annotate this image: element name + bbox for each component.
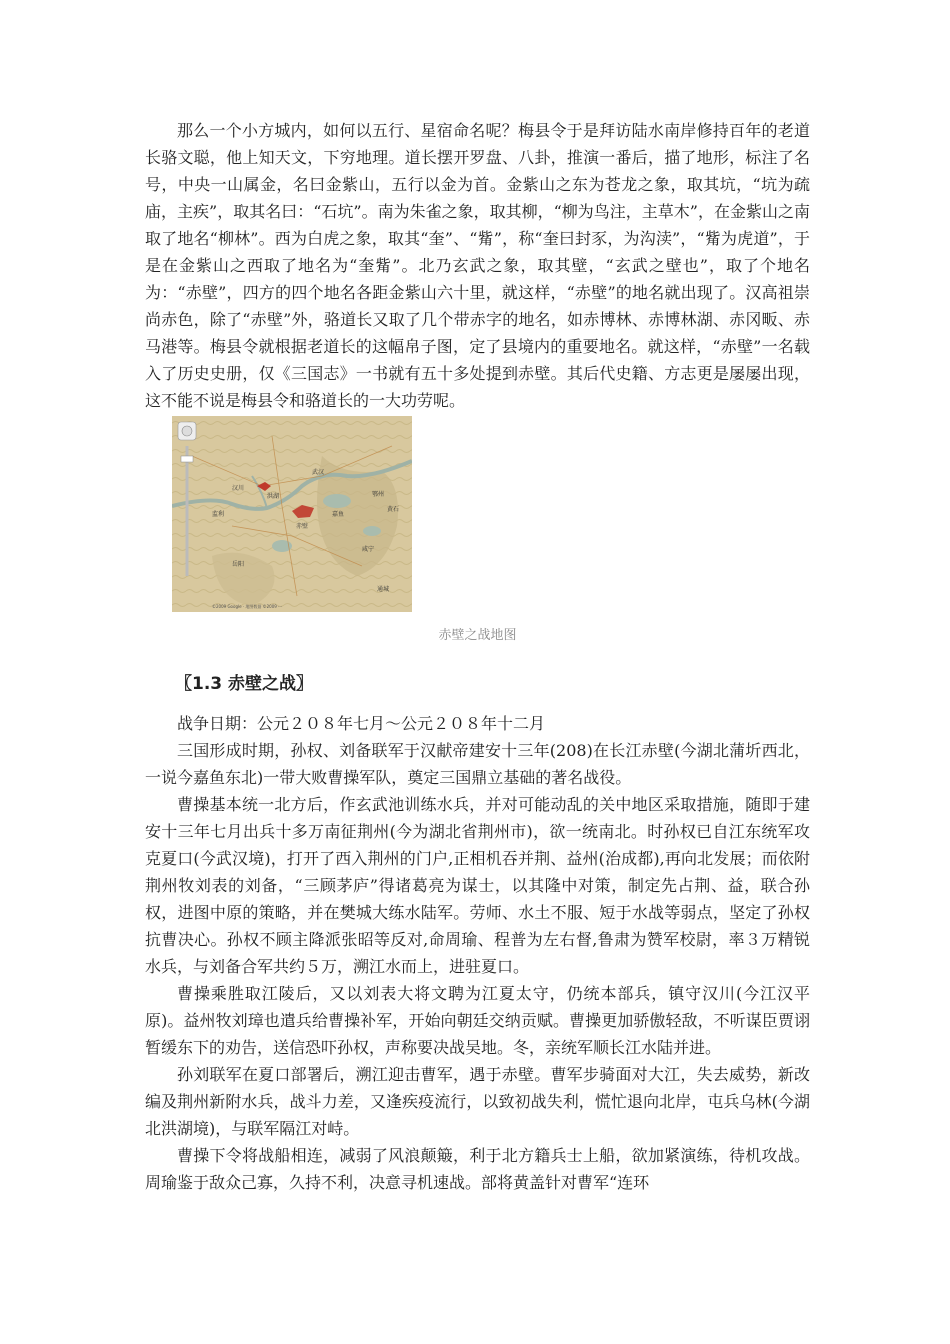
section-heading: 〖1.3 赤壁之战〗 [175, 674, 314, 694]
paragraph: 曹操基本统一北方后，作玄武池训练水兵，并对可能动乱的关中地区采取措施，随即于建安十三年七月出兵十多万南征荆州(今为湖北省荆州市)，欲一统南北。时孙权已自江东统军攻克夏口(今武汉境)，打开了西入荆州的门户,正相机吞并荆、益州(治成都),再向北发展；而依附荆州牧刘表的刘备，“三顾茅庐”得诸葛亮为谋士，以其隆中对策，制定先占荆、益，联合孙权，进图中原的策略，并在樊城大练水陆军。劳师、水土不服、短于水战等弱点，坚定了孙权抗曹决心。孙权不顾主降派张昭等反对,命周瑜、程普为左右督,鲁肃为赞军校尉，率３万精锐水兵，与刘备合军共约５万，溯江水而上，进驻夏口。 [145, 795, 810, 976]
map-image [172, 416, 412, 612]
paragraph: 孙刘联军在夏口部署后，溯江迎击曹军，遇于赤壁。曹军步骑面对大江，失去威势，新改编及荆州新附水兵，战斗力差，又逢疾疫流行，以致初战失利，慌忙退向北岸，屯兵乌林(今湖北洪湖境)，与联军隔江对峙。 [145, 1065, 810, 1138]
document-page [145, 117, 810, 1196]
map-attribution: ©2009 Google · 地图数据 ©2009 ··· [212, 604, 282, 609]
place-label: 洪湖 [267, 493, 280, 500]
place-label: 黄石 [387, 506, 400, 513]
paragraph: 曹操下令将战船相连，减弱了风浪颠簸，利于北方籍兵士上船，欲加紧演练，待机攻战。周瑜鉴于敌众己寡，久持不利，决意寻机速战。部将黄盖针对曹军“连环 [145, 1146, 810, 1192]
place-label: 咸宁 [362, 546, 375, 553]
lake [363, 526, 381, 536]
place-label: 鄂州 [372, 491, 385, 498]
place-label: 监利 [212, 511, 225, 518]
place-label: 岳阳 [232, 561, 245, 568]
paragraph: 三国形成时期，孙权、刘备联军于汉献帝建安十三年(208)在长江赤壁(今湖北蒲圻西北，一说今嘉鱼东北)一带大败曹操军队，奠定三国鼎立基础的著名战役。 [145, 741, 810, 787]
place-label: 武汉 [312, 469, 325, 476]
paragraph: 战争日期：公元２０８年七月～公元２０８年十二月 [177, 714, 546, 733]
place-label: 嘉鱼 [332, 511, 345, 518]
place-label: 通城 [377, 586, 390, 593]
paragraph: 那么一个小方城内，如何以五行、星宿命名呢？梅县令于是拜访陆水南岸修持百年的老道长骆文聪，他上知天文，下穷地理。道长摆开罗盘、八卦，推演一番后，描了地形，标注了名号，中央一山属金，名曰金紫山，五行以金为首。金紫山之东为苍龙之象，取其坑，“坑为疏庙，主疾”，取其名曰：“石坑”。南为朱雀之象，取其柳，“柳为鸟注，主草木”，在金紫山之南取了地名“柳林”。西为白虎之象，取其“奎”、“觜”，称“奎曰封豕，为沟渎”，“觜为虎道”，于是在金紫山之西取了地名为“奎觜”。北乃玄武之象，取其壁，“玄武之壁也”，取了个地名为：“赤壁”，四方的四个地名各距金紫山六十里，就这样，“赤壁”的地名就出现了。汉高祖崇尚赤色，除了“赤壁”外，骆道长又取了几个带赤字的地名，如赤博林、赤博林湖、赤冈畈、赤马港等。梅县令就根据老道长的这幅帛子图，定了县境内的重要地名。就这样，“赤壁”一名载入了历史史册，仅《三国志》一书就有五十多处提到赤壁。其后代史籍、方志更是屡屡出现，这不能不说是梅县令和骆道长的一大功劳呢。 [145, 121, 810, 410]
place-label: 赤壁 [296, 523, 309, 530]
map-graphic [172, 416, 412, 612]
lake [323, 494, 351, 508]
paragraph: 曹操乘胜取江陵后，又以刘表大将文聘为江夏太守，仍统本部兵，镇守汉川(今江汉平原)。益州牧刘璋也遣兵给曹操补军，开始向朝廷交纳贡赋。曹操更加骄傲轻敌，不听谋臣贾诩暂缓东下的劝告，送信恐吓孙权，声称要决战吴地。冬，亲统军顺长江水陆并进。 [145, 984, 810, 1057]
map-caption: 赤壁之战地图 [438, 628, 517, 643]
place-label: 汉川 [232, 485, 245, 492]
